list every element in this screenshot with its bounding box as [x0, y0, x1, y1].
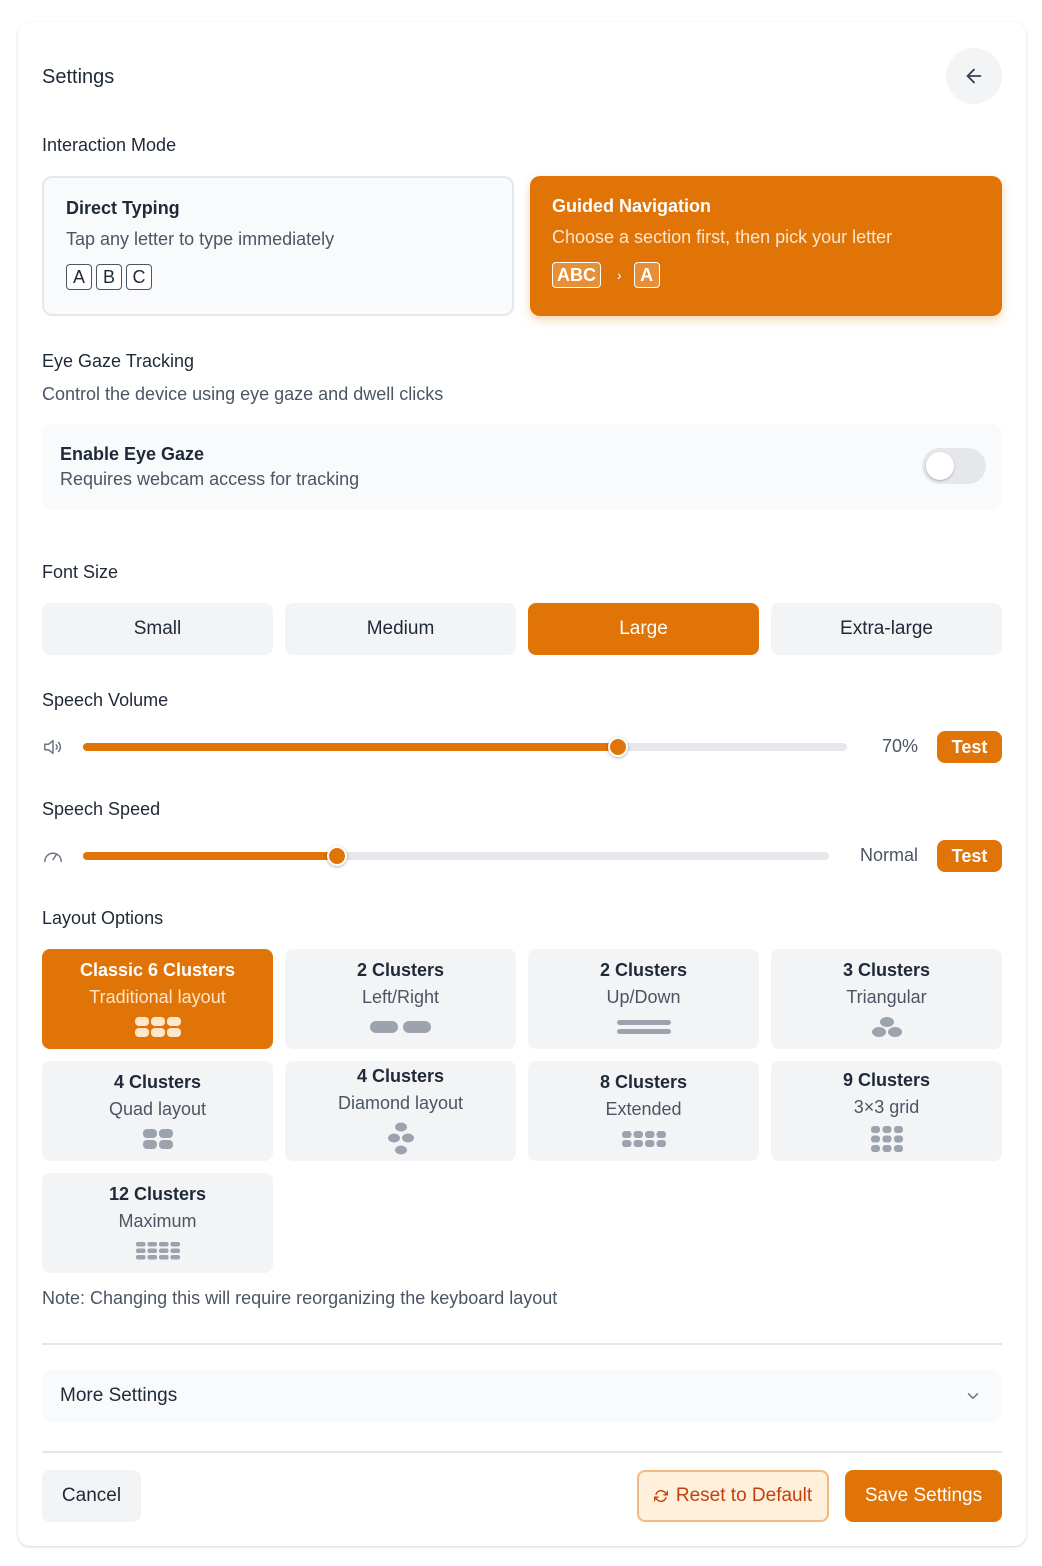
speech-speed-slider[interactable] [83, 852, 829, 860]
interaction-mode-label: Interaction Mode [42, 135, 177, 155]
reset-to-default-button[interactable] [637, 1470, 829, 1522]
more-settings-toggle[interactable] [42, 1369, 1002, 1423]
diamond-clusters-icon [388, 1122, 414, 1156]
layout-option-title: 2 Clusters [356, 960, 445, 980]
layout-option-4-quad[interactable] [42, 1061, 273, 1161]
layout-option-title: 4 Clusters [356, 1066, 445, 1086]
speech-volume-label: Speech Volume [42, 690, 169, 710]
page-title: Settings [42, 66, 115, 88]
speech-volume-slider[interactable] [83, 743, 847, 751]
layout-option-title: 8 Clusters [599, 1072, 688, 1092]
mode-direct-typing[interactable] [42, 176, 514, 316]
font-size-extra-large-button[interactable]: Extra-large [771, 603, 1002, 655]
eight-clusters-icon [622, 1128, 666, 1150]
key-preview [66, 264, 490, 290]
layout-note: Note: Changing this will require reorganizing the keyboard layout [42, 1288, 558, 1308]
layout-option-subtitle: Quad layout [108, 1099, 207, 1119]
mode-guided-navigation[interactable] [530, 176, 1002, 316]
layout-option-2-left-right[interactable] [285, 949, 516, 1049]
speech-volume-value: 70% [881, 736, 918, 756]
eye-gaze-toggle-description: Requires webcam access for tracking [60, 469, 360, 489]
layout-option-title: 3 Clusters [842, 960, 931, 980]
eye-gaze-row [42, 424, 1002, 510]
keycap-target: A [634, 262, 660, 288]
eye-gaze-label: Eye Gaze Tracking [42, 351, 195, 371]
keycap: A [66, 264, 92, 290]
layout-option-title: 9 Clusters [842, 1070, 931, 1090]
more-settings-label: More Settings [60, 1385, 178, 1406]
mode-description: Choose a section first, then pick your letter [552, 227, 893, 247]
eye-gaze-description: Control the device using eye gaze and dwell clicks [42, 384, 444, 404]
keycap: B [96, 264, 122, 290]
back-button[interactable] [946, 48, 1002, 104]
divider [42, 1451, 1002, 1453]
layout-option-subtitle: Up/Down [606, 987, 681, 1007]
settings-panel [18, 22, 1026, 1546]
arrow-left-icon [963, 65, 985, 87]
layout-option-title: Classic 6 Clusters [79, 960, 236, 980]
layout-option-12-maximum[interactable] [42, 1173, 273, 1273]
divider [42, 1343, 1002, 1345]
slider-fill [83, 852, 337, 860]
chevron-down-icon [964, 1387, 982, 1405]
mode-title: Guided Navigation [552, 196, 712, 216]
font-size-large-button[interactable]: Large [528, 603, 759, 655]
layout-option-subtitle: 3×3 grid [853, 1097, 920, 1117]
test-volume-button[interactable]: Test [937, 731, 1002, 763]
layout-option-subtitle: Extended [605, 1099, 682, 1119]
twelve-clusters-icon [136, 1240, 180, 1262]
layout-option-classic-6[interactable] [42, 949, 273, 1049]
three-clusters-icon [871, 1016, 903, 1038]
speaker-icon [42, 737, 64, 757]
six-clusters-icon [135, 1016, 181, 1038]
keycap-group: ABC [552, 262, 601, 288]
test-speed-button[interactable]: Test [937, 840, 1002, 872]
refresh-icon [654, 1489, 668, 1503]
layout-option-subtitle: Traditional layout [89, 987, 226, 1007]
layout-option-subtitle: Left/Right [361, 987, 440, 1007]
layout-option-title: 4 Clusters [113, 1072, 202, 1092]
gauge-icon [42, 846, 64, 866]
two-clusters-horizontal-icon [370, 1016, 432, 1038]
chevron-right-icon: › [617, 267, 622, 283]
save-settings-button[interactable]: Save Settings [845, 1470, 1002, 1522]
eye-gaze-toggle[interactable] [922, 448, 986, 484]
four-clusters-icon [143, 1128, 173, 1150]
layout-option-8-extended[interactable] [528, 1061, 759, 1161]
layout-option-subtitle: Diamond layout [337, 1093, 464, 1113]
two-clusters-vertical-icon [617, 1016, 671, 1038]
cancel-button[interactable]: Cancel [42, 1470, 141, 1522]
layout-option-4-diamond[interactable] [285, 1061, 516, 1161]
slider-thumb[interactable] [327, 846, 347, 866]
layout-option-subtitle: Triangular [846, 987, 927, 1007]
font-size-label: Font Size [42, 562, 119, 582]
speech-speed-value: Normal [859, 845, 918, 865]
layout-option-3-triangular[interactable] [771, 949, 1002, 1049]
font-size-medium-button[interactable]: Medium [285, 603, 516, 655]
eye-gaze-toggle-title: Enable Eye Gaze [60, 444, 205, 464]
nine-clusters-icon [871, 1126, 903, 1152]
mode-title: Direct Typing [66, 198, 180, 218]
layout-option-2-up-down[interactable] [528, 949, 759, 1049]
layout-options-label: Layout Options [42, 908, 164, 928]
layout-option-title: 12 Clusters [108, 1184, 207, 1204]
mode-description: Tap any letter to type immediately [66, 229, 335, 249]
toggle-knob [926, 452, 954, 480]
layout-option-9-grid[interactable] [771, 1061, 1002, 1161]
font-size-small-button[interactable]: Small [42, 603, 273, 655]
reset-label: Reset to Default [675, 1485, 813, 1506]
keycap: C [126, 264, 152, 290]
speech-speed-label: Speech Speed [42, 799, 161, 819]
layout-option-title: 2 Clusters [599, 960, 688, 980]
layout-option-subtitle: Maximum [118, 1211, 197, 1231]
key-preview [552, 262, 980, 288]
slider-thumb[interactable] [608, 737, 628, 757]
slider-fill [83, 743, 618, 751]
